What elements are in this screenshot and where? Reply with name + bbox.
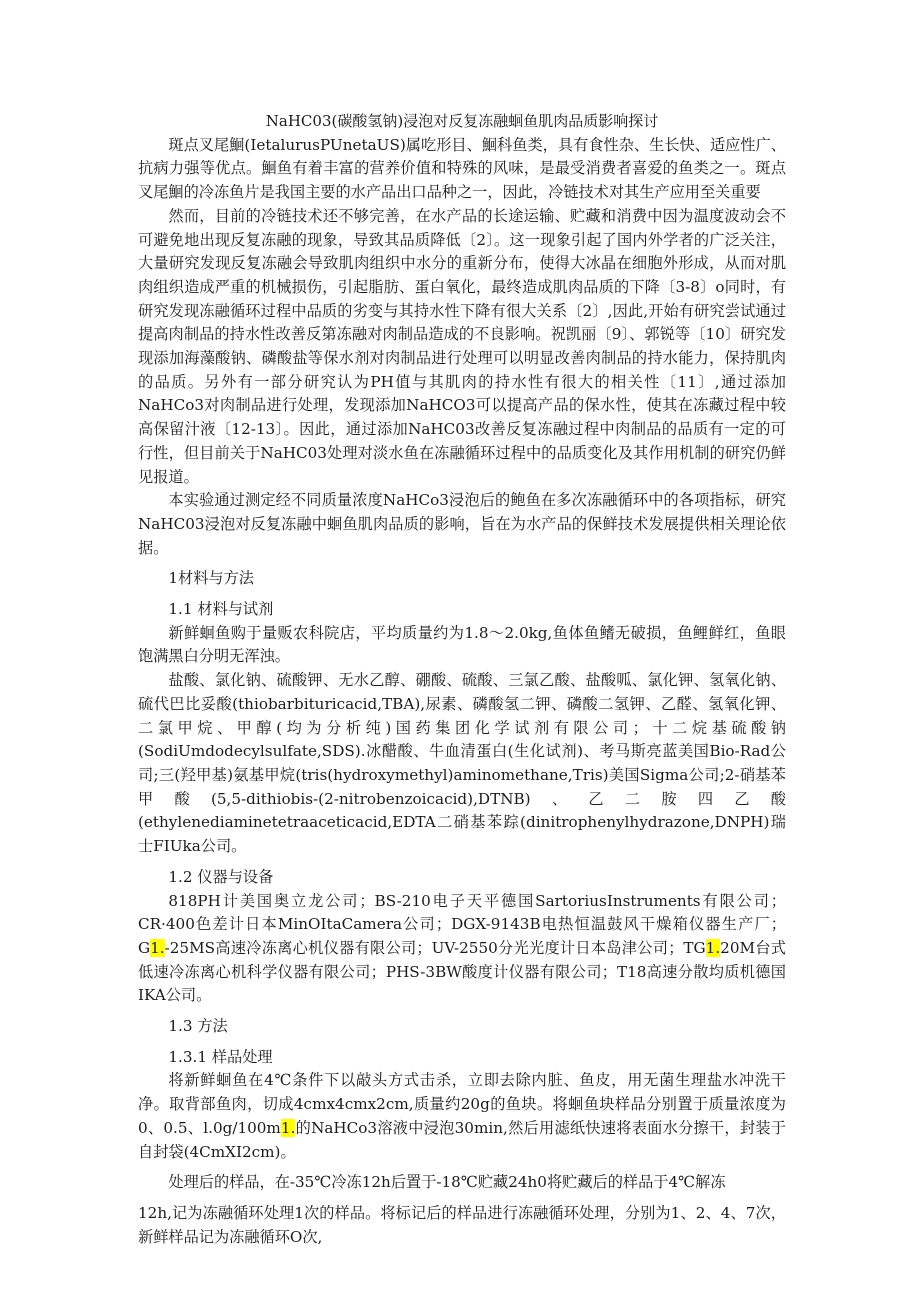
highlight-mark: 1. — [280, 1118, 296, 1137]
method-text-a: 将新鲜蛔鱼在4℃条件下以敲头方式击杀，立即去除内脏、鱼皮，用无菌生理盐水冲洗干净。取背部鱼肉，切成4cmx4cmx2cm,质量约20g的鱼块。将蛔鱼块样品分别置于质量浓度为0、0.5、l.0g/100m — [138, 1071, 786, 1137]
intro-paragraph-2: 然而，目前的冷链技术还不够完善，在水产品的长途运输、贮藏和消费中因为温度波动会不可避免地出现反复冻融的现象，导致其品质降低〔2〕。这一现象引起了国内外学者的广泛关注，大量研究发现反复冻融会导致肌肉组织中水分的重新分布，使得大冰晶在细胞外形成，从而对肌肉组织造成严重的机械损伤，引起脂肪、蛋白氧化，最终造成肌肉品质的下降〔3-8〕o同时，有研究发现冻融循环过程中品质的劣变与其持水性下降有很大关系〔2〕,因此,开始有研究尝试通过提高肉制品的持水性改善反第冻融对肉制品造成的不良影响。祝凯丽〔9〕、郭锐等〔10〕研究发现添加海藻酸钠、磷酸盐等保水剂对肉制品进行处理可以明显改善肉制品的持水能力，保持肌肉的品质。另外有一部分研究认为PH值与其肌肉的持水性有很大的相关性〔11〕,通过添加NaHCo3对肉制品进行处理，发现添加NaHCO3可以提高产品的保水性，使其在冻藏过程中较高保留汁液〔12-13〕。因此，通过添加NaHC03改善反复冻融过程中肉制品的品质有一定的可行性，但目前关于NaHC03处理对淡水鱼在冻融循环过程中的品质变化及其作用机制的研究仍鲜见报道。 — [138, 206, 786, 486]
section-heading-1-1: 1.1 材料与试剂 — [168, 600, 274, 619]
document-title: NaHC03(碳酸氢钠)浸泡对反复冻融蛔鱼肌肉品质影响探讨 — [265, 112, 659, 130]
highlight-mark: 1. — [150, 938, 165, 957]
section-heading-1-3: 1.3 方法 — [168, 1017, 228, 1036]
method-paragraph-cycles: 12h,记为冻融循环处理1次的样品。将标记后的样品进行冻融循环处理，分别为1、2、4、7次，新鲜样品记为冻融循环O次, — [138, 1203, 786, 1246]
highlight-mark: 1. — [705, 938, 721, 957]
equipment-text-b: -25MS高速冷冻离心机仪器有限公司；UV-2550分光光度计日本岛津公司；TG — [164, 938, 706, 957]
document-page — [138, 110, 786, 1249]
equipment-text-c: 20M台式低速冷冻离心机科学仪器有限公司；PHS-3BW酸度计仪器有限公司；T18高速分散均质机德国IKA公司。 — [138, 938, 786, 1005]
method-text-b: 的NaHCo3溶液中浸泡30min,然后用滤纸快速将表面水分擦干，封装于自封袋(4CmXI2cm)。 — [138, 1118, 786, 1161]
section-heading-1-3-1: 1.3.1 样品处理 — [168, 1047, 273, 1066]
equipment-text-a: 818PH计美国奥立龙公司；BS-210电子天平德国SartoriusInstruments有限公司；CR·400色差计日本MinOItaCamera公司；DGX-9143B电热恒温鼓风干燥箱仪器生产厂；G — [138, 891, 786, 957]
materials-paragraph-reagents: 盐酸、氯化钠、硫酸钾、无水乙醇、硼酸、硫酸、三氯乙酸、盐酸呱、氯化钾、氢氧化钠、硫代巴比妥酸(thiobarbituricacid,TBA),尿素、磷酸氢二钾、磷酸二氢钾、乙醛、氢氧化钾、二氯甲烷、甲醇(均为分析纯)国药集团化学试剂有限公司；十二烷基硫酸钠(SodiUmdodecylsulfate,SDS).冰醋酸、牛血清蛋白(生化试剂)、考马斯亮蓝美国Bio-Rad公司;三(羟甲基)氨基甲烷(tris(hydroxymethyl)aminomethane,Tris)美国Sigma公司;2-硝基苯甲酸(5,5-dithiobis-(2-nitrobenzoicacid),DTNB)、乙二胺四乙酸(ethylenediaminetetraaceticacid,EDTA二硝基苯踪(dinitrophenylhydrazone,DNPH)瑞士FIUka公司。 — [138, 671, 786, 856]
section-heading-1-2: 1.2 仪器与设备 — [168, 867, 274, 886]
section-heading-1: 1材料与方法 — [168, 569, 254, 588]
method-paragraph-freeze: 处理后的样品，在-35℃冷冻12h后置于-18℃贮藏24h0将贮藏后的样品于4℃解冻 — [168, 1173, 726, 1192]
equipment-paragraph — [138, 890, 786, 1009]
intro-paragraph-1: 斑点叉尾鮰(IetalurusPUnetaUS)属吃形目、鮰科鱼类，具有食性杂、生长快、适应性广、抗病力强等优点。鮰鱼有着丰富的营养价值和特殊的风味，是最受消费者喜爱的鱼类之一。斑点叉尾鮰的冷冻鱼片是我国主要的水产品出口品种之一，因此，冷链技术对其生产应用至关重要 — [138, 135, 786, 202]
method-paragraph-sample — [138, 1069, 786, 1164]
intro-paragraph-3: 本实验通过测定经不同质量浓度NaHCo3浸泡后的鲍鱼在多次冻融循环中的各项指标，研究NaHC03浸泡对反复冻融中蛔鱼肌肉品质的影响，旨在为水产品的保鲜技术发展提供相关理论依据。 — [138, 491, 786, 557]
materials-paragraph-fish: 新鲜蛔鱼购于量贩农科院店，平均质量约为1.8～2.0kg,鱼体鱼鳍无破损，鱼鲤鲜红，鱼眼饱满黑白分明无浑浊。 — [138, 623, 786, 666]
